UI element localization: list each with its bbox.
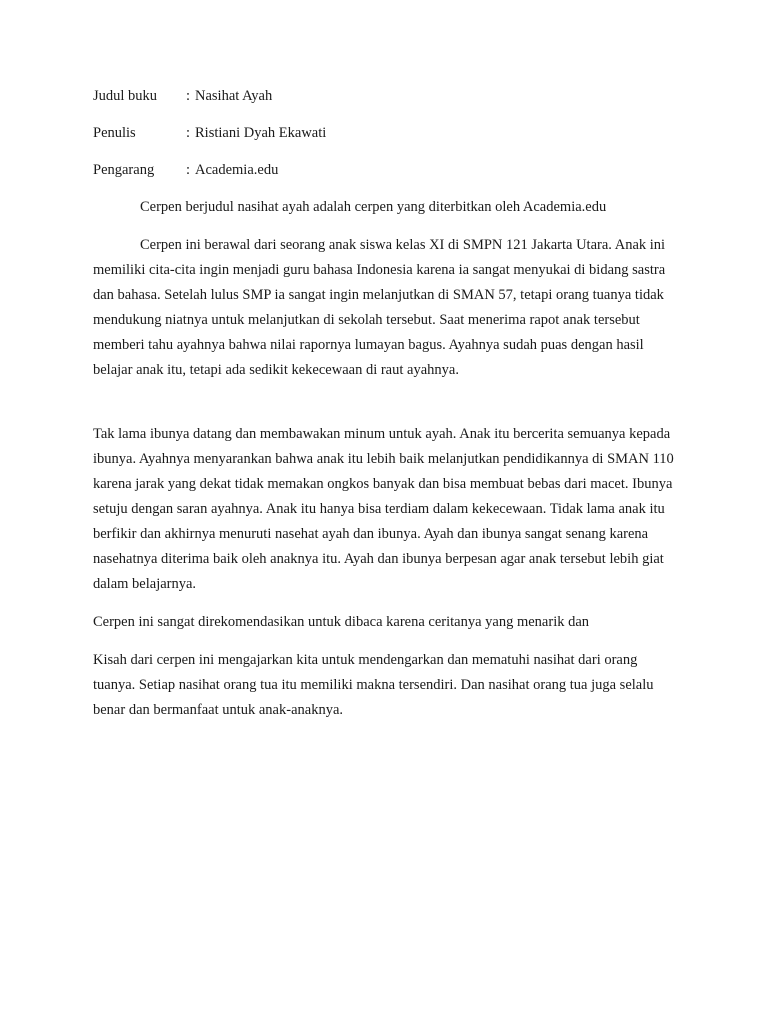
meta-label: Judul buku — [93, 88, 158, 104]
meta-value: Ristiani Dyah Ekawati — [195, 125, 327, 141]
meta-row-judul — [93, 87, 272, 105]
meta-row-pengarang — [93, 161, 278, 179]
paragraph-story-2: Tak lama ibunya datang dan membawakan minum untuk ayah. Anak itu bercerita semuanya kepada ibunya. Ayahnya menyarankan bahwa anak itu lebih baik melanjutkan pendidikannya di SMAN 110 karena jarak yang dekat tidak memakan ongkos banyak dan bisa membuat bebas dari macet. Ibunya setuju dengan saran ayahnya. Anak itu hanya bisa terdiam dalam kekecewaan. Tidak lama anak itu berfikir dan akhirnya menuruti nasehat ayah dan ibunya. Ayah dan ibunya sangat senang karena nasehatnya diterima baik oleh anaknya itu. Ayah dan ibunya berpesan agar anak tersebut lebih giat dalam belajarnya. — [93, 426, 674, 592]
meta-value: Academia.edu — [195, 162, 279, 178]
paragraph-story-1: Cerpen ini berawal dari seorang anak siswa kelas XI di SMPN 121 Jakarta Utara. Anak ini memiliki cita-cita ingin menjadi guru bahasa Indonesia karena ia sangat menyukai di bidang sastra dan bahasa. Setelah lulus SMP ia sangat ingin melanjutkan di SMAN 57, tetapi orang tuanya tidak mendukung niatnya untuk melanjutkan di sekolah tersebut. Saat menerima rapot anak tersebut memberi tahu ayahnya bahwa nilai rapornya lumayan bagus. Ayahnya sudah puas dengan hasil belajar anak itu, tetapi ada sedikit kekecewaan di raut ayahnya. — [93, 237, 666, 378]
meta-separator: : — [186, 125, 191, 141]
meta-label: Pengarang — [93, 162, 155, 178]
paragraph-intro: Cerpen berjudul nasihat ayah adalah cerpen yang diterbitkan oleh Academia.edu — [140, 199, 607, 215]
meta-label: Penulis — [93, 125, 136, 141]
meta-separator: : — [186, 88, 191, 104]
paragraph-recommendation: Cerpen ini sangat direkomendasikan untuk dibaca karena ceritanya yang menarik dan — [93, 614, 590, 630]
meta-separator: : — [186, 162, 191, 178]
meta-row-penulis — [93, 124, 326, 142]
paragraph-moral: Kisah dari cerpen ini mengajarkan kita untuk mendengarkan dan mematuhi nasihat dari orang tuanya. Setiap nasihat orang tua itu memiliki makna tersendiri. Dan nasihat orang tua juga selalu benar dan bermanfaat untuk anak-anaknya. — [93, 652, 654, 718]
meta-value: Nasihat Ayah — [195, 88, 273, 104]
